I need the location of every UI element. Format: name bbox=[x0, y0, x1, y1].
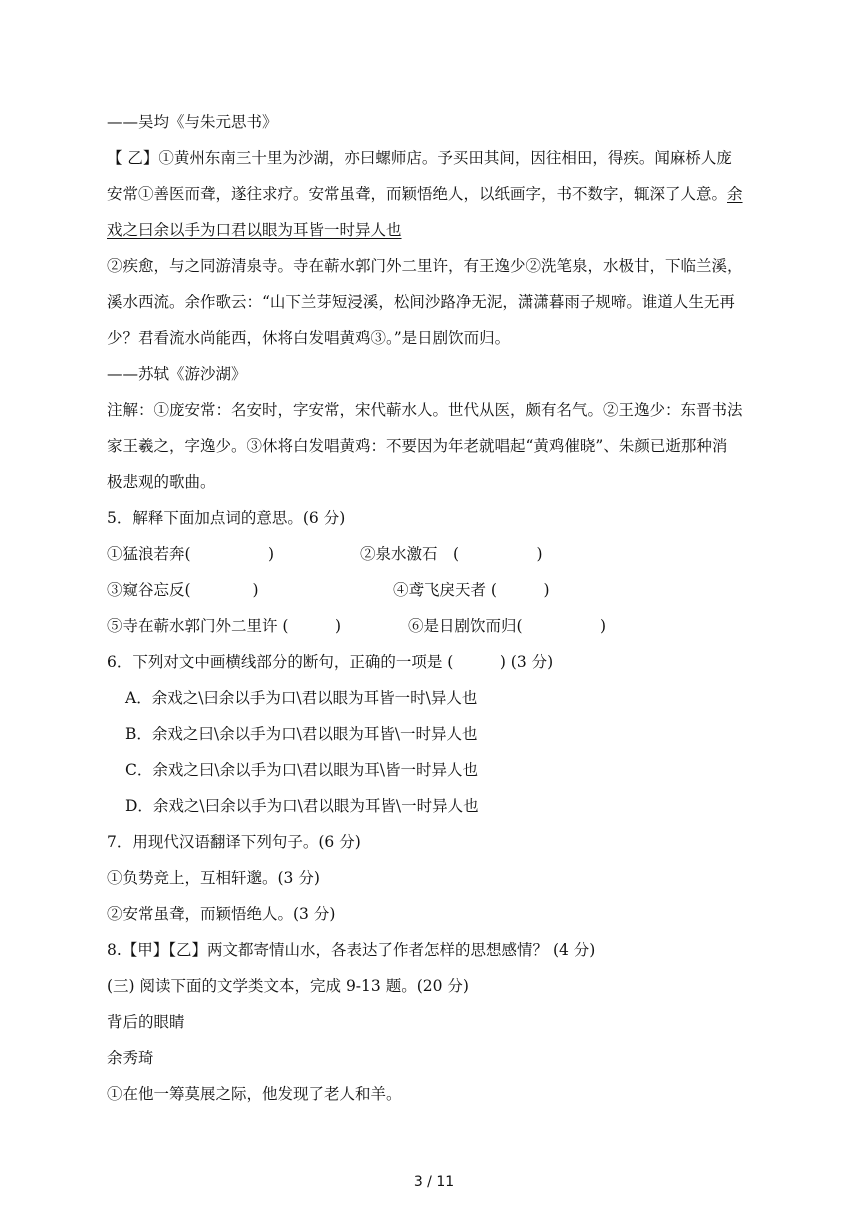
q7-item-1: ①负势竞上，互相轩邈。(3 分) bbox=[107, 869, 320, 887]
q6-option-a: A．余戏之\曰余以手为口\君以眼为耳皆一时\异人也 bbox=[125, 689, 478, 707]
section-three-heading: (三) 阅读下面的文学类文本，完成 9-13 题。(20 分) bbox=[107, 977, 469, 995]
q5-item-2: ②泉水激石 ( ) bbox=[360, 545, 543, 563]
q6-option-b: B．余戏之曰\余以手为口\君以眼为耳皆\一时异人也 bbox=[125, 725, 478, 743]
passage-yi-line: 【 乙】①黄州东南三十里为沙湖，亦曰螺师店。予买田其间，因往相田，得疾。闻麻桥人庞 bbox=[107, 149, 732, 167]
passage-yi-line bbox=[107, 184, 743, 204]
question-5: 5．解释下面加点词的意思。(6 分) bbox=[107, 509, 346, 527]
question-6: 6．下列对文中画横线部分的断句，正确的一项是 ( ) (3 分) bbox=[107, 653, 554, 671]
q5-item-6: ⑥是日剧饮而归( ) bbox=[408, 617, 607, 635]
q5-item-3: ③窥谷忘反( ) bbox=[107, 581, 259, 599]
passage-yi-line: 少？君看流水尚能西，休将白发唱黄鸡③。”是日剧饮而归。 bbox=[107, 329, 511, 347]
q6-option-d: D．余戏之\曰余以手为口\君以眼为耳皆\一时异人也 bbox=[125, 797, 479, 815]
q6-option-c: C．余戏之曰\余以手为口\君以眼为耳\皆一时异人也 bbox=[125, 761, 479, 779]
story-title: 背后的眼睛 bbox=[107, 1013, 185, 1031]
passage-yi-line: ②疾愈，与之同游清泉寺。寺在蕲水郭门外二里许，有王逸少②洗笔泉，水极甘，下临兰溪， bbox=[107, 257, 743, 275]
annotation-line: 注解：①庞安常：名安时，字安常，宋代蕲水人。世代从医，颇有名气。②王逸少：东晋书法 bbox=[107, 401, 743, 419]
annotation-line: 极悲观的歌曲。 bbox=[107, 473, 216, 491]
question-7: 7．用现代汉语翻译下列句子。(6 分) bbox=[107, 833, 361, 851]
annotation-line: 家王羲之，字逸少。③休将白发唱黄鸡：不要因为年老就唱起“黄鸡催晓”、朱颜已逝那种消 bbox=[107, 437, 728, 455]
source-attribution-yi: ——苏轼《游沙湖》 bbox=[107, 365, 247, 383]
passage-yi-line: 溪水西流。余作歌云：“山下兰芽短浸溪，松间沙路净无泥，潇潇暮雨子规啼。谁道人生无再 bbox=[107, 293, 735, 311]
q5-item-5: ⑤寺在蕲水郭门外二里许 ( ) bbox=[107, 617, 342, 635]
page-number: 3 / 11 bbox=[413, 1174, 455, 1190]
q5-item-1: ①猛浪若奔( ) bbox=[107, 545, 275, 563]
passage-text: 安常①善医而聋，遂往求疗。安常虽聋，而颖悟绝人，以纸画字，书不数字，辄深了人意。 bbox=[107, 185, 728, 203]
q5-item-4: ④鸢飞戾天者 ( ) bbox=[393, 581, 550, 599]
source-attribution-jia: ——吴均《与朱元思书》 bbox=[107, 113, 278, 131]
story-paragraph-1: ①在他一筹莫展之际，他发现了老人和羊。 bbox=[107, 1085, 402, 1103]
underlined-text: 余 bbox=[727, 185, 743, 203]
q7-item-2: ②安常虽聋，而颖悟绝人。(3 分) bbox=[107, 905, 336, 923]
question-8: 8.【甲】【乙】两文都寄情山水，各表达了作者怎样的思想感情？ (4 分) bbox=[107, 941, 596, 959]
underlined-sentence: 戏之曰余以手为口君以眼为耳皆一时异人也 bbox=[107, 221, 402, 239]
story-author: 余秀琦 bbox=[107, 1049, 154, 1067]
